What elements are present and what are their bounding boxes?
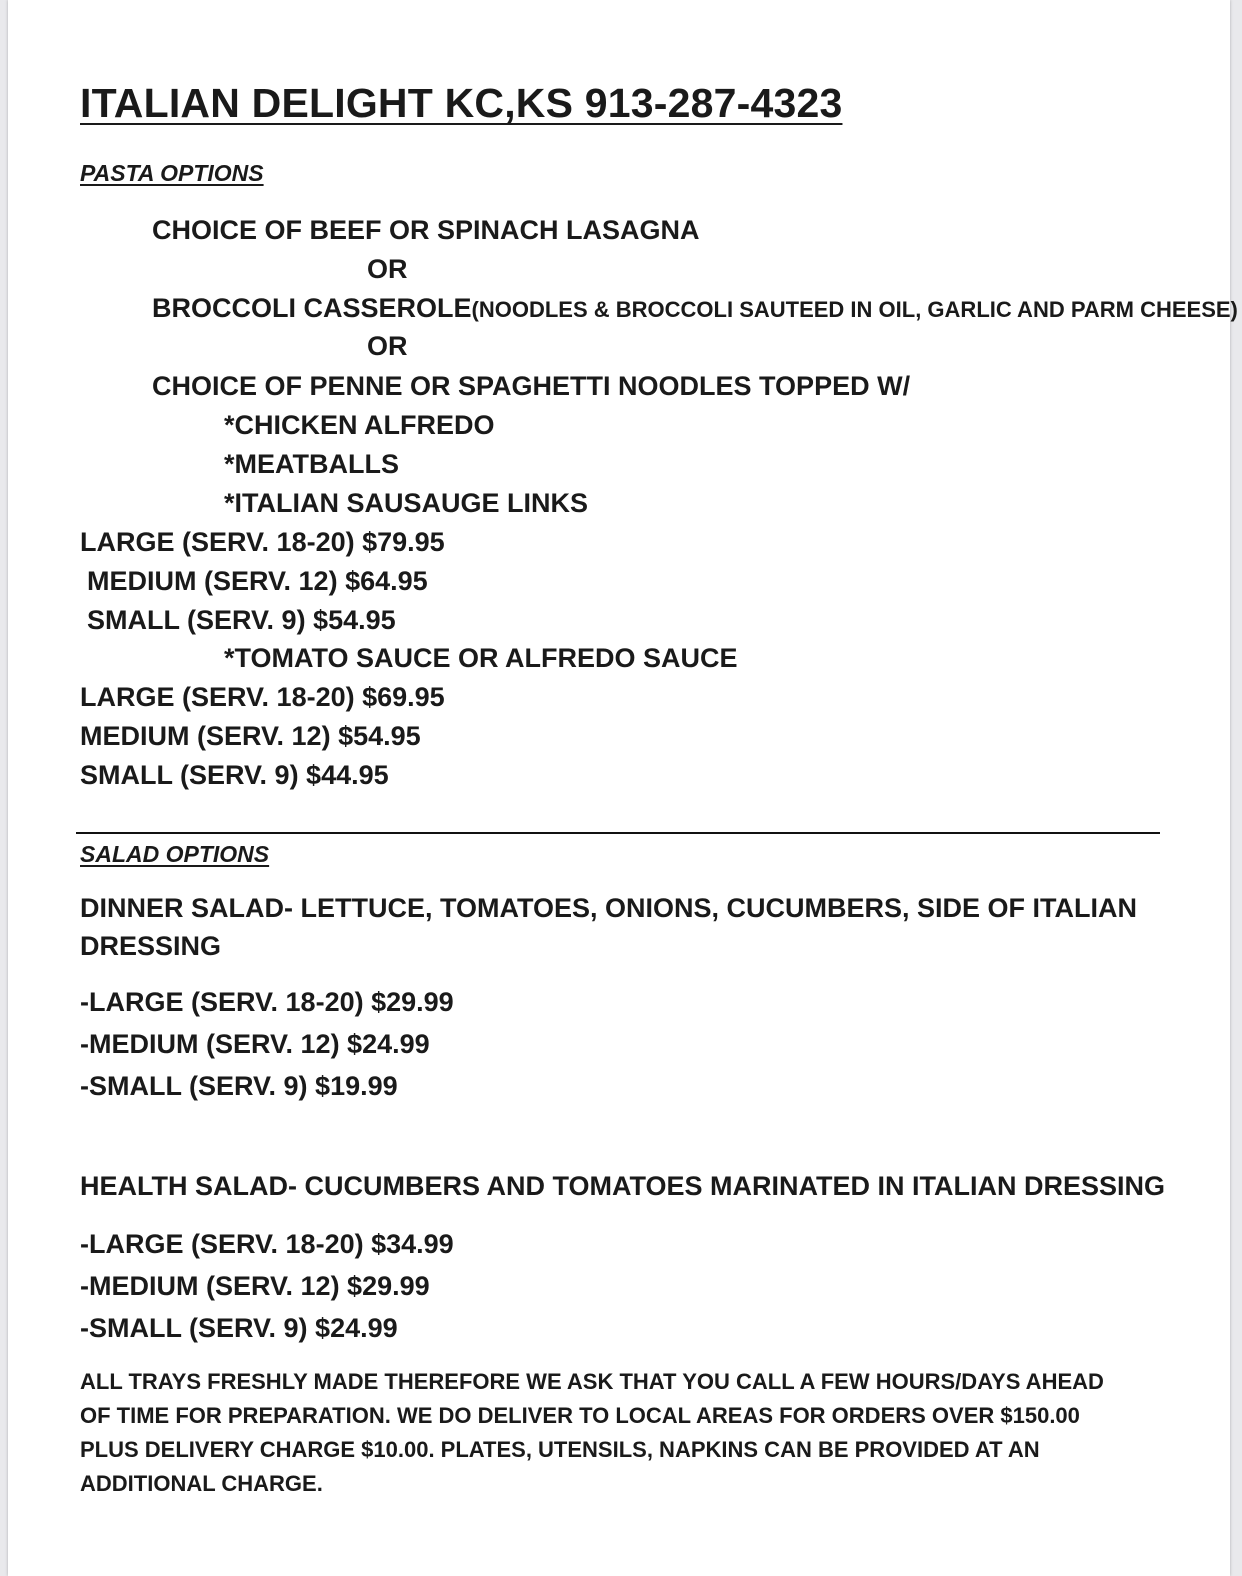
section-divider (76, 832, 1160, 834)
price-line: SMALL (SERV. 9) $54.95 (87, 605, 396, 635)
health-salad-description: HEALTH SALAD- CUCUMBERS AND TOMATOES MARINATED IN ITALIAN DRESSING (80, 1171, 1165, 1201)
dinner-salad-description-cont: DRESSING (80, 931, 222, 961)
casserole-name: BROCCOLI CASSEROLE (152, 293, 472, 323)
price-line: SMALL (SERV. 9) $44.95 (80, 760, 389, 790)
pasta-noodles: CHOICE OF PENNE OR SPAGHETTI NOODLES TOPPED W/ (152, 371, 911, 401)
pasta-or: OR (367, 331, 408, 361)
salad-heading: SALAD OPTIONS (80, 841, 270, 867)
sauce-option: *TOMATO SAUCE OR ALFREDO SAUCE (224, 643, 738, 673)
menu-page (8, 0, 1238, 1576)
price-line: MEDIUM (SERV. 12) $64.95 (87, 566, 428, 596)
price-line: MEDIUM (SERV. 12) $54.95 (80, 721, 421, 751)
price-line: -MEDIUM (SERV. 12) $24.99 (80, 1029, 430, 1059)
pasta-lasagna: CHOICE OF BEEF OR SPINACH LASAGNA (152, 215, 700, 245)
topping-item: *CHICKEN ALFREDO (224, 410, 495, 440)
price-line: -LARGE (SERV. 18-20) $29.99 (80, 987, 454, 1017)
dinner-salad-description: DINNER SALAD- LETTUCE, TOMATOES, ONIONS, CUCUMBERS, SIDE OF ITALIAN (80, 893, 1138, 923)
price-line: LARGE (SERV. 18-20) $79.95 (80, 527, 445, 557)
page-title: ITALIAN DELIGHT KC,KS 913-287-4323 (80, 80, 843, 126)
topping-item: *MEATBALLS (224, 449, 399, 479)
pasta-or: OR (367, 254, 408, 284)
pasta-casserole (152, 293, 1238, 324)
topping-item: *ITALIAN SAUSAUGE LINKS (224, 488, 589, 518)
price-line: -LARGE (SERV. 18-20) $34.99 (80, 1229, 454, 1259)
price-line: -SMALL (SERV. 9) $19.99 (80, 1071, 398, 1101)
pasta-heading: PASTA OPTIONS (80, 160, 264, 186)
price-line: LARGE (SERV. 18-20) $69.95 (80, 682, 445, 712)
price-line: -SMALL (SERV. 9) $24.99 (80, 1313, 398, 1343)
price-line: -MEDIUM (SERV. 12) $29.99 (80, 1271, 430, 1301)
ordering-note: ALL TRAYS FRESHLY MADE THEREFORE WE ASK THAT YOU CALL A FEW HOURS/DAYS AHEAD OF TIME FOR PREPARATION. WE DO DELIVER TO LOCAL AREAS FOR ORDERS OVER $150.00 PLUS DELIVERY CHARGE $10.00. PLATES, UTENSILS, NAPKINS CAN BE PROVIDED AT AN ADDITIONAL CHARGE. (80, 1369, 1104, 1496)
casserole-description: (NOODLES & BROCCOLI SAUTEED IN OIL, GARLIC AND PARM CHEESE) (471, 297, 1238, 322)
